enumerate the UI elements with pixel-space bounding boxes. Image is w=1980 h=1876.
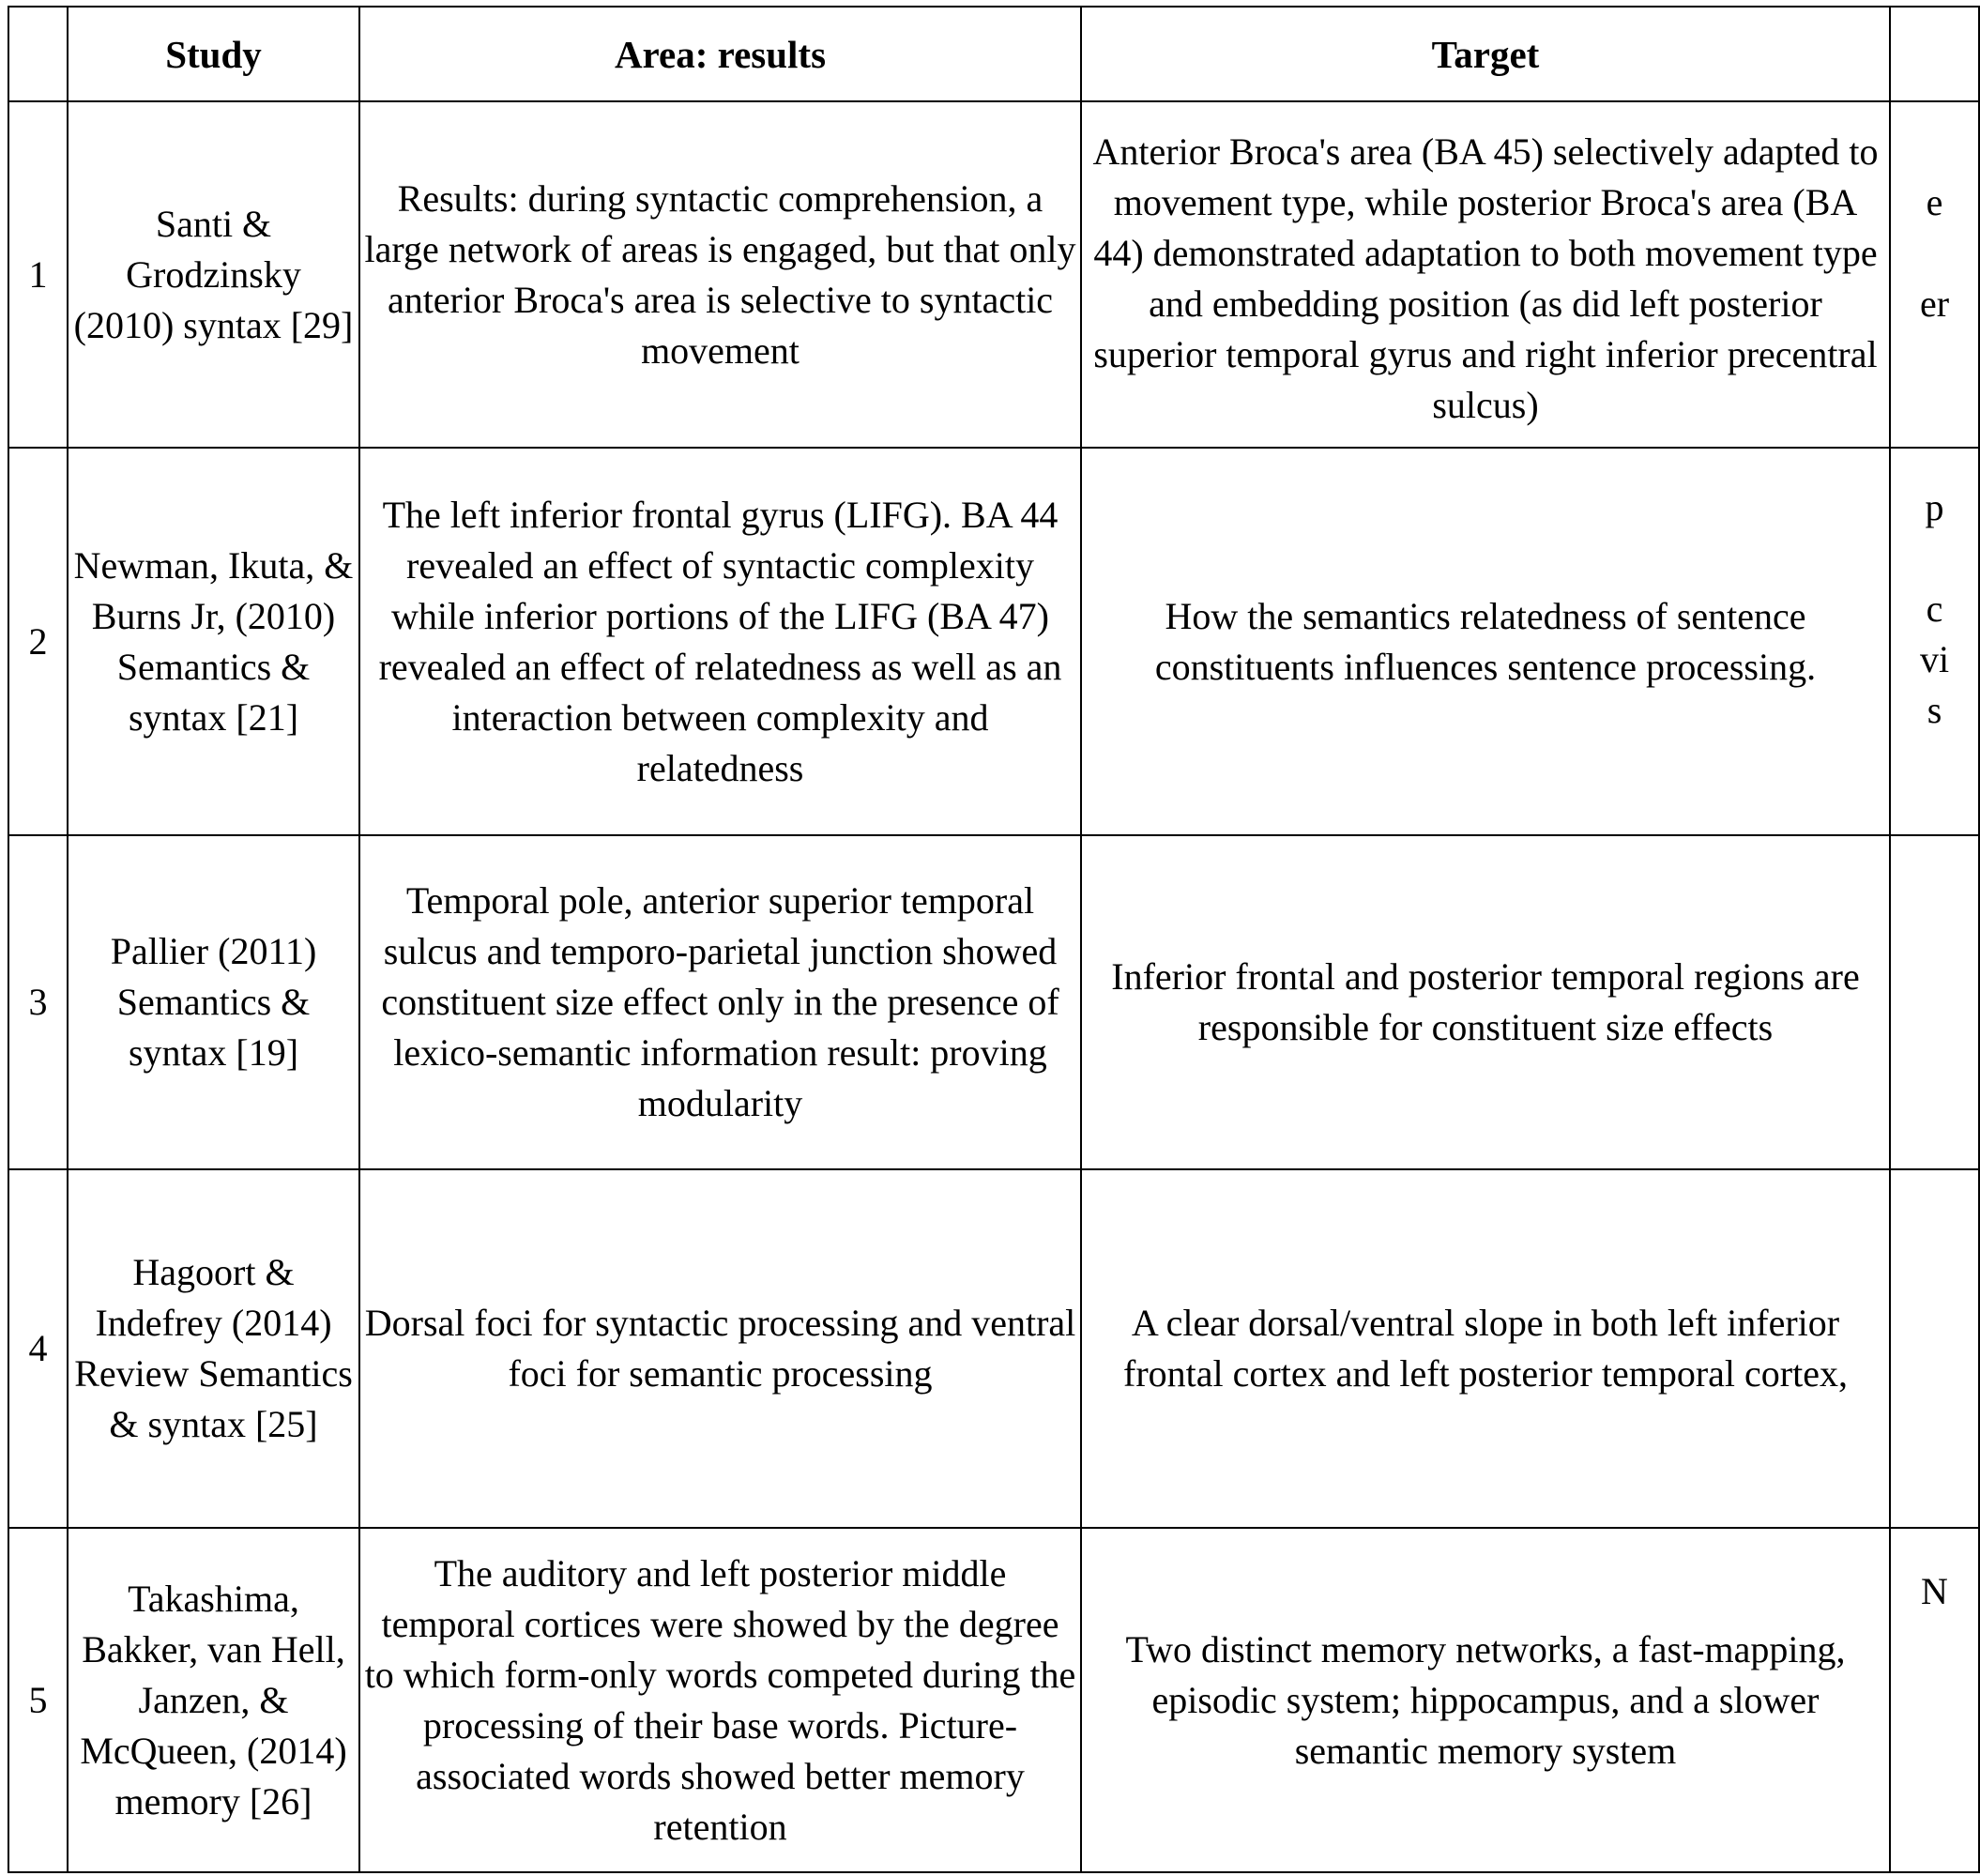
area-results-cell: Results: during syntactic comprehension, a large network of areas is engaged, but that only anterior Broca's area is selective to syntactic movement [359,101,1081,448]
fragment: vi [1919,638,1950,680]
truncated-cell [1890,1169,1979,1528]
target-cell [1081,101,1890,448]
area-results-cell: Dorsal foci for syntactic processing and ventral foci for semantic processing [359,1169,1081,1528]
study-cell: Takashima, Bakker, van Hell, Janzen, & McQueen, (2014) memory [26] [68,1528,359,1872]
table-row [8,1169,1979,1528]
row-number: 5 [8,1528,68,1872]
fragment: er [1919,282,1950,325]
table-viewport [0,6,1950,1871]
truncated-cell [1890,835,1979,1169]
area-results-cell: Temporal pole, anterior superior temporal sulcus and temporo-parietal junction showed constituent size effect only in the presence of lexico-semantic information result: proving modularity [359,835,1081,1169]
study-cell: Santi & Grodzinsky (2010) syntax [29] [68,101,359,448]
row-number: 1 [8,101,68,448]
header-truncated [1890,7,1979,101]
study-cell: Pallier (2011) Semantics & syntax [19] [68,835,359,1169]
table-row [8,835,1979,1169]
target-cell: Inferior frontal and posterior temporal regions are responsible for constituent size effects [1081,835,1890,1169]
fragment: e [1926,181,1943,223]
fragment: s [1927,689,1942,731]
fragment: N [1921,1570,1948,1612]
target-cell: Two distinct memory networks, a fast-mapping, episodic system; hippocampus, and a slower semantic memory system [1081,1528,1890,1872]
table-row [8,448,1979,835]
target-text: Anterior Broca's area (BA 45) selectively adapted to movement type, while posterior Broca's area (BA 44) demonstrated adaptation to both movement type and embedding position (as did left posterior superior temporal gyrus and right inferior precentral sulcus) [1092,130,1879,426]
area-results-cell: The left inferior frontal gyrus (LIFG). BA 44 revealed an effect of syntactic complexity while inferior portions of the LIFG (BA 47) revealed an effect of relatedness as well as an interaction between complexity and relatedness [359,448,1081,835]
header-study: Study [68,7,359,101]
fragment: c [1926,587,1943,630]
fragment: p [1925,486,1944,528]
fragment [1895,228,1974,279]
area-results-cell: The auditory and left posterior middle temporal cortices were showed by the degree to which form-only words competed during the processing of their base words. Picture-associated words showed better memory retention [359,1528,1081,1872]
target-cell: How the semantics relatedness of sentence constituents influences sentence processing. [1081,448,1890,835]
truncated-cell [1890,448,1979,835]
header-row [8,7,1979,101]
table-row [8,101,1979,448]
truncated-cell [1890,101,1979,448]
study-cell: Newman, Ikuta, & Burns Jr, (2010) Semantics & syntax [21] [68,448,359,835]
target-cell: A clear dorsal/ventral slope in both left inferior frontal cortex and left posterior temporal cortex, [1081,1169,1890,1528]
row-number: 3 [8,835,68,1169]
row-number: 2 [8,448,68,835]
truncated-cell [1890,1528,1979,1872]
header-area-results: Area: results [359,7,1081,101]
study-cell: Hagoort & Indefrey (2014) Review Semantics & syntax [25] [68,1169,359,1528]
row-number: 4 [8,1169,68,1528]
fragment [1895,533,1974,584]
header-target: Target [1081,7,1890,101]
header-index [8,7,68,101]
studies-table [8,6,1980,1873]
table-row [8,1528,1979,1872]
